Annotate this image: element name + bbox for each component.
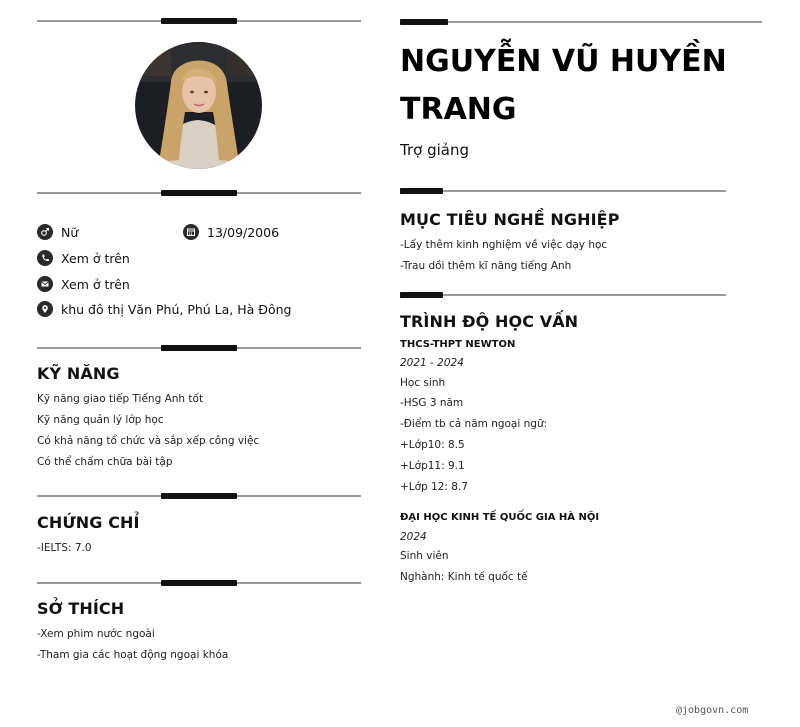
education-line: Sinh viên (400, 550, 449, 562)
candidate-role: Trợ giảng (400, 141, 469, 159)
objective-item: -Trau dồi thêm kĩ năng tiếng Anh (400, 260, 572, 272)
left-divider-certificates (37, 495, 361, 497)
education-line: Nghành: Kinh tế quốc tế (400, 571, 528, 583)
education-line: +Lớp11: 9.1 (400, 460, 465, 472)
objective-title: MỤC TIÊU NGHỀ NGHIỆP (400, 210, 620, 229)
birthdate-row (183, 224, 279, 240)
candidate-name: NGUYỄN VŨ HUYỀN TRANG (400, 44, 727, 127)
gender-icon (37, 224, 53, 240)
education-line: Học sinh (400, 377, 446, 389)
left-divider-contact (37, 192, 361, 194)
email-icon (37, 276, 53, 292)
avatar (135, 42, 262, 169)
watermark: @jobgovn.com (676, 705, 749, 716)
education-line: -Điểm tb cả năm ngoại ngữ: (400, 418, 548, 430)
phone-row (37, 250, 130, 266)
right-divider-objective (400, 190, 726, 192)
skills-title: KỸ NĂNG (37, 364, 120, 383)
certificate-item: -IELTS: 7.0 (37, 542, 92, 554)
right-divider-education (400, 294, 726, 296)
hobby-item: -Xem phim nước ngoài (37, 628, 155, 640)
skill-item: Có thể chấm chữa bài tập (37, 456, 173, 468)
address-row (37, 301, 291, 317)
left-divider-hobbies (37, 582, 361, 584)
skill-item: Kỹ năng quản lý lớp học (37, 414, 164, 426)
objective-item: -Lấy thêm kinh nghiệm về việc dạy học (400, 239, 608, 251)
education-title: TRÌNH ĐỘ HỌC VẤN (400, 312, 579, 331)
email-value: Xem ở trên (61, 276, 130, 292)
birthdate-value: 13/09/2006 (207, 224, 280, 240)
education-line: +Lớp10: 8.5 (400, 439, 465, 451)
skill-item: Kỹ năng giao tiếp Tiếng Anh tốt (37, 393, 204, 405)
hobbies-title: SỞ THÍCH (37, 599, 125, 618)
left-top-divider (37, 20, 361, 22)
calendar-icon (183, 224, 199, 240)
skill-item: Có khả năng tổ chức và sắp xếp công việc (37, 435, 260, 447)
gender-value: Nữ (61, 224, 79, 240)
left-divider-skills-line (37, 347, 361, 349)
hobby-item: -Tham gia các hoạt động ngoại khóa (37, 649, 229, 661)
education-line: +Lớp 12: 8.7 (400, 481, 469, 493)
education-school: ĐẠI HỌC KINH TẾ QUỐC GIA HÀ NỘI (400, 512, 600, 523)
phone-value: Xem ở trên (61, 250, 130, 266)
education-line: -HSG 3 năm (400, 397, 464, 409)
gender-row (37, 224, 78, 240)
education-period: 2024 (400, 531, 427, 543)
education-period: 2021 - 2024 (400, 357, 464, 369)
phone-icon (37, 250, 53, 266)
address-value: khu đô thị Văn Phú, Phú La, Hà Đông (61, 301, 292, 317)
certificates-title: CHỨNG CHỈ (37, 513, 140, 532)
education-school: THCS-THPT NEWTON (400, 339, 516, 350)
right-top-divider (400, 21, 762, 23)
location-pin-icon (37, 301, 53, 317)
email-row (37, 276, 130, 292)
